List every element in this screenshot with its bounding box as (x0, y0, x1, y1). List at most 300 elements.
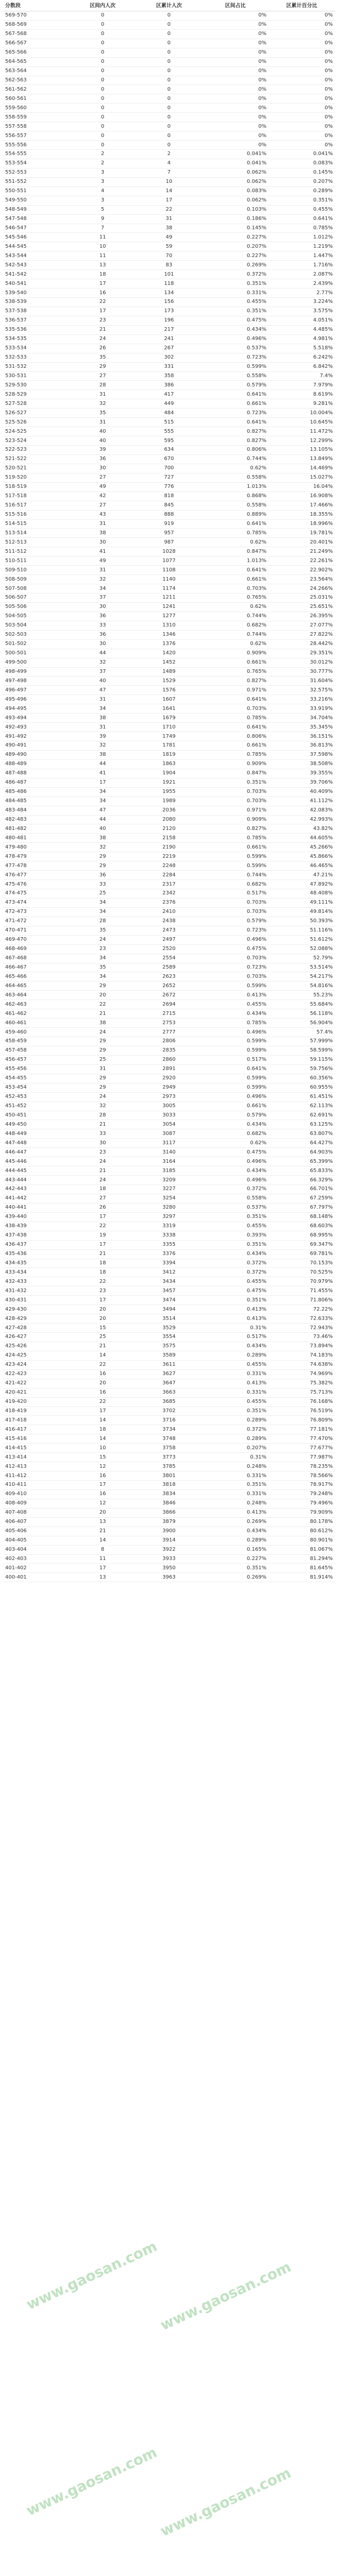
cumulative-percent-cell: 66.701% (310, 1186, 333, 1192)
interval-percent-cell: 0.475% (247, 1149, 267, 1155)
cumulative-percent-cell: 36.813% (310, 742, 333, 749)
score-range-cell: 467-468 (5, 955, 27, 961)
cumulative-count-cell: 3185 (162, 1167, 176, 1174)
interval-count-cell: 21 (99, 1121, 106, 1127)
cumulative-count-cell: 1749 (162, 733, 176, 739)
interval-count-cell: 27 (99, 372, 106, 379)
cumulative-count-cell: 2777 (162, 1029, 176, 1035)
score-range-cell: 443-444 (5, 1177, 27, 1183)
cumulative-percent-cell: 62.691% (310, 1112, 333, 1118)
interval-percent-cell: 0.641% (247, 391, 267, 397)
cumulative-count-cell: 59 (165, 243, 173, 249)
interval-count-cell: 41 (99, 548, 106, 554)
cumulative-count-cell: 1607 (162, 696, 176, 702)
score-range-cell: 513-514 (5, 530, 27, 536)
interval-count-cell: 37 (99, 668, 106, 674)
cumulative-count-cell: 386 (164, 382, 174, 388)
cumulative-count-cell: 2891 (162, 1066, 176, 1072)
score-range-cell: 569-570 (5, 12, 27, 19)
cumulative-count-cell: 2520 (162, 946, 176, 952)
interval-count-cell: 12 (99, 1463, 106, 1469)
score-range-cell: 425-426 (5, 1343, 27, 1349)
interval-percent-cell: 0.351% (247, 1408, 267, 1414)
interval-count-cell: 44 (99, 650, 106, 656)
interval-percent-cell: 0.599% (247, 853, 267, 859)
score-range-cell: 488-489 (5, 761, 27, 767)
interval-count-cell: 17 (99, 1408, 106, 1414)
interval-percent-cell: 0.248% (247, 1463, 267, 1469)
interval-percent-cell: 0.434% (247, 1121, 267, 1127)
cumulative-percent-cell: 22.902% (310, 567, 333, 573)
cumulative-percent-cell: 39.355% (310, 770, 333, 776)
cumulative-count-cell: 1420 (162, 650, 176, 656)
score-range-cell: 568-569 (5, 22, 27, 28)
score-range-cell: 445-446 (5, 1158, 27, 1164)
table-row (3, 1517, 335, 1527)
table-row (3, 815, 335, 824)
score-range-cell: 459-460 (5, 1029, 27, 1035)
cumulative-percent-cell: 11.472% (310, 428, 333, 434)
cumulative-count-cell: 0 (167, 132, 171, 139)
interval-count-cell: 34 (99, 900, 106, 906)
interval-percent-cell: 0.971% (247, 807, 267, 814)
cumulative-count-cell: 3611 (162, 1362, 176, 1368)
interval-count-cell: 0 (101, 22, 105, 28)
table-row (3, 686, 335, 695)
score-range-cell: 432-433 (5, 1278, 27, 1284)
table-row (3, 1573, 335, 1582)
table-row (3, 1268, 335, 1277)
cumulative-percent-cell: 56.118% (310, 1010, 333, 1016)
score-range-cell: 515-516 (5, 512, 27, 518)
cumulative-percent-cell: 64.427% (310, 1140, 333, 1146)
cumulative-count-cell: 3355 (162, 1242, 176, 1248)
interval-percent-cell: 0.227% (247, 234, 267, 240)
cumulative-count-cell: 2694 (162, 1001, 176, 1007)
score-range-cell: 485-486 (5, 789, 27, 795)
interval-count-cell: 25 (99, 1057, 106, 1063)
table-row (3, 233, 335, 242)
interval-percent-cell: 0.827% (247, 677, 267, 684)
interval-percent-cell: 0.62% (250, 641, 267, 647)
table-row (3, 584, 335, 594)
score-range-cell: 430-431 (5, 1297, 27, 1303)
interval-count-cell: 3 (101, 179, 105, 185)
interval-count-cell: 22 (99, 1399, 106, 1405)
table-row (3, 48, 335, 57)
score-range-cell: 484-485 (5, 798, 27, 804)
table-row (3, 168, 335, 177)
cumulative-count-cell: 3117 (162, 1140, 176, 1146)
table-row (3, 732, 335, 741)
cumulative-percent-cell: 41.112% (310, 798, 333, 804)
score-range-cell: 519-520 (5, 474, 27, 481)
cumulative-count-cell: 3394 (162, 1260, 176, 1266)
score-range-cell: 533-534 (5, 345, 27, 351)
table-row (3, 676, 335, 686)
cumulative-count-cell: 484 (164, 410, 174, 416)
cumulative-count-cell: 3950 (162, 1565, 176, 1571)
score-range-cell: 495-496 (5, 696, 27, 702)
cumulative-count-cell: 3514 (162, 1315, 176, 1321)
table-row (3, 409, 335, 418)
cumulative-percent-cell: 81.294% (310, 1555, 333, 1562)
table-row (3, 1379, 335, 1388)
interval-count-cell: 8 (101, 1547, 105, 1553)
score-range-cell: 456-457 (5, 1057, 27, 1063)
cumulative-percent-cell: 49.814% (310, 909, 333, 915)
table-row (3, 261, 335, 270)
cumulative-count-cell: 17 (165, 197, 173, 204)
cumulative-count-cell: 0 (167, 59, 171, 65)
score-range-cell: 408-409 (5, 1500, 27, 1506)
cumulative-percent-cell: 54.217% (310, 973, 333, 979)
table-row (3, 1453, 335, 1462)
cumulative-percent-cell: 63.125% (310, 1121, 333, 1127)
interval-count-cell: 10 (99, 1445, 106, 1451)
table-row (3, 935, 335, 944)
cumulative-percent-cell: 80.178% (310, 1519, 333, 1525)
cumulative-percent-cell: 42.993% (310, 816, 333, 822)
cumulative-percent-cell: 58.599% (310, 1047, 333, 1054)
cumulative-count-cell: 1641 (162, 705, 176, 711)
interval-percent-cell: 0.579% (247, 382, 267, 388)
interval-count-cell: 44 (99, 761, 106, 767)
cumulative-count-cell: 3227 (162, 1186, 176, 1192)
cumulative-percent-cell: 16.908% (310, 493, 333, 499)
table-row (3, 1397, 335, 1406)
cumulative-percent-cell: 1.447% (313, 252, 333, 259)
interval-percent-cell: 0.186% (247, 216, 267, 222)
cumulative-percent-cell: 32.575% (310, 687, 333, 693)
score-range-cell: 487-488 (5, 770, 27, 776)
table-row (3, 122, 335, 131)
interval-count-cell: 29 (99, 1047, 106, 1054)
interval-count-cell: 3 (101, 170, 105, 176)
interval-percent-cell: 0.517% (247, 890, 267, 896)
cumulative-count-cell: 3434 (162, 1278, 176, 1284)
interval-percent-cell: 0.558% (247, 1195, 267, 1201)
score-range-cell: 475-476 (5, 881, 27, 887)
cumulative-percent-cell: 57.999% (310, 1038, 333, 1044)
table-row (3, 1203, 335, 1212)
score-range-cell: 564-565 (5, 59, 27, 65)
cumulative-percent-cell: 57.4% (316, 1029, 333, 1035)
interval-percent-cell: 0.351% (247, 1482, 267, 1488)
cumulative-count-cell: 3005 (162, 1103, 176, 1109)
interval-percent-cell: 0.971% (247, 687, 267, 693)
table-row (3, 1101, 335, 1111)
cumulative-percent-cell: 65.833% (310, 1167, 333, 1174)
score-range-cell: 403-404 (5, 1547, 27, 1553)
cumulative-percent-cell: 69.347% (310, 1242, 333, 1248)
cumulative-percent-cell: 80.901% (310, 1537, 333, 1544)
score-range-cell: 501-502 (5, 641, 27, 647)
cumulative-count-cell: 1310 (162, 622, 176, 629)
table-row (3, 1481, 335, 1490)
interval-percent-cell: 0.723% (247, 927, 267, 934)
table-row (3, 861, 335, 871)
interval-percent-cell: 0.372% (247, 1260, 267, 1266)
interval-count-cell: 2 (101, 160, 105, 166)
cumulative-percent-cell: 5.518% (313, 345, 333, 351)
cumulative-count-cell: 83 (165, 262, 173, 268)
cumulative-count-cell: 241 (164, 336, 174, 342)
interval-count-cell: 34 (99, 909, 106, 915)
cumulative-count-cell: 1904 (162, 770, 176, 776)
cumulative-percent-cell: 66.329% (310, 1177, 333, 1183)
score-range-cell: 402-403 (5, 1555, 27, 1562)
table-row (3, 1508, 335, 1517)
cumulative-percent-cell: 0% (325, 22, 333, 28)
score-range-cell: 508-509 (5, 576, 27, 582)
interval-percent-cell: 0.682% (247, 881, 267, 887)
score-range-cell: 505-506 (5, 604, 27, 610)
table-row (3, 1176, 335, 1185)
score-range-cell: 440-441 (5, 1205, 27, 1211)
score-range-cell: 532-533 (5, 354, 27, 361)
interval-percent-cell: 0.413% (247, 1306, 267, 1312)
score-distribution-table (3, 2, 335, 1582)
interval-percent-cell: 0.331% (247, 1491, 267, 1497)
interval-percent-cell: 0.537% (247, 1205, 267, 1211)
table-row (3, 1046, 335, 1055)
cumulative-percent-cell: 0% (325, 49, 333, 56)
table-row (3, 141, 335, 150)
interval-percent-cell: 0.785% (247, 752, 267, 758)
interval-count-cell: 28 (99, 918, 106, 924)
score-range-cell: 528-529 (5, 391, 27, 397)
interval-percent-cell: 0.455% (247, 299, 267, 305)
cumulative-count-cell: 2410 (162, 909, 176, 915)
interval-percent-cell: 0.744% (247, 613, 267, 619)
table-row (3, 1471, 335, 1481)
cumulative-percent-cell: 4.051% (313, 317, 333, 324)
score-range-cell: 557-558 (5, 123, 27, 129)
cumulative-percent-cell: 2.087% (313, 271, 333, 277)
cumulative-percent-cell: 29.351% (310, 650, 333, 656)
interval-count-cell: 36 (99, 632, 106, 638)
table-row (3, 11, 335, 20)
cumulative-count-cell: 3254 (162, 1195, 176, 1201)
interval-count-cell: 13 (99, 262, 106, 268)
interval-count-cell: 9 (101, 216, 105, 222)
score-range-cell: 559-560 (5, 105, 27, 111)
table-row (3, 658, 335, 667)
cumulative-percent-cell: 68.995% (310, 1232, 333, 1239)
cumulative-percent-cell: 35.345% (310, 724, 333, 730)
interval-count-cell: 18 (99, 1426, 106, 1432)
table-row (3, 362, 335, 371)
cumulative-percent-cell: 74.969% (310, 1371, 333, 1377)
cumulative-count-cell: 22 (165, 207, 173, 213)
table-row (3, 594, 335, 603)
score-range-cell: 427-428 (5, 1325, 27, 1331)
table-row (3, 741, 335, 751)
interval-count-cell: 32 (99, 742, 106, 749)
interval-count-cell: 30 (99, 539, 106, 545)
table-row (3, 1536, 335, 1545)
interval-count-cell: 17 (99, 308, 106, 314)
table-row (3, 205, 335, 214)
interval-percent-cell: 0.165% (247, 1547, 267, 1553)
cumulative-percent-cell: 1.716% (313, 262, 333, 268)
score-range-cell: 549-550 (5, 197, 27, 204)
interval-percent-cell: 0.661% (247, 1103, 267, 1109)
cumulative-percent-cell: 0% (325, 12, 333, 19)
table-row (3, 834, 335, 843)
cumulative-count-cell: 1819 (162, 752, 176, 758)
cumulative-count-cell: 1077 (162, 557, 176, 564)
interval-percent-cell: 0.558% (247, 372, 267, 379)
interval-percent-cell: 0.269% (247, 262, 267, 268)
interval-count-cell: 31 (99, 520, 106, 527)
cumulative-count-cell: 3801 (162, 1472, 176, 1479)
score-range-cell: 450-451 (5, 1112, 27, 1118)
interval-percent-cell: 0.351% (247, 1297, 267, 1303)
cumulative-percent-cell: 51.612% (310, 937, 333, 943)
interval-count-cell: 35 (99, 354, 106, 361)
interval-percent-cell: 0.806% (247, 733, 267, 739)
interval-percent-cell: 0.703% (247, 973, 267, 979)
table-row (3, 353, 335, 362)
cumulative-count-cell: 2860 (162, 1057, 176, 1063)
cumulative-percent-cell: 33.919% (310, 705, 333, 711)
score-range-cell: 413-414 (5, 1454, 27, 1460)
interval-count-cell: 24 (99, 1094, 106, 1100)
table-row (3, 270, 335, 279)
table-row (3, 1425, 335, 1434)
score-range-cell: 457-458 (5, 1047, 27, 1054)
watermark-logo: www.gaosan.com (157, 2258, 294, 2334)
cumulative-percent-cell: 15.027% (310, 474, 333, 481)
interval-count-cell: 29 (99, 1075, 106, 1081)
cumulative-percent-cell: 18.355% (310, 512, 333, 518)
table-row (3, 1009, 335, 1019)
cumulative-count-cell: 3054 (162, 1121, 176, 1127)
score-range-cell: 507-508 (5, 585, 27, 591)
cumulative-count-cell: 0 (167, 123, 171, 129)
cumulative-percent-cell: 1.219% (313, 243, 333, 249)
cumulative-count-cell: 1211 (162, 595, 176, 601)
cumulative-count-cell: 2376 (162, 900, 176, 906)
interval-count-cell: 44 (99, 816, 106, 822)
table-row (3, 1527, 335, 1536)
table-row (3, 954, 335, 963)
score-range-cell: 525-526 (5, 419, 27, 425)
interval-percent-cell: 0.351% (247, 1565, 267, 1571)
watermark-logo: www.gaosan.com (157, 2464, 294, 2540)
interval-percent-cell: 0.847% (247, 548, 267, 554)
cumulative-count-cell: 2715 (162, 1010, 176, 1016)
interval-percent-cell: 0% (258, 105, 267, 111)
interval-count-cell: 35 (99, 927, 106, 934)
interval-percent-cell: 0.434% (247, 1528, 267, 1534)
cumulative-count-cell: 0 (167, 95, 171, 101)
score-range-cell: 453-454 (5, 1084, 27, 1091)
table-row (3, 196, 335, 205)
table-row (3, 639, 335, 649)
interval-count-cell: 3 (101, 197, 105, 204)
cumulative-percent-cell: 26.395% (310, 613, 333, 619)
interval-count-cell: 21 (99, 1010, 106, 1016)
table-row (3, 436, 335, 446)
table-row (3, 602, 335, 612)
cumulative-percent-cell: 64.903% (310, 1149, 333, 1155)
score-range-cell: 544-545 (5, 243, 27, 249)
interval-percent-cell: 0% (258, 68, 267, 74)
score-range-cell: 409-410 (5, 1491, 27, 1497)
score-range-cell: 565-566 (5, 49, 27, 56)
interval-percent-cell: 0.723% (247, 354, 267, 361)
score-range-cell: 504-505 (5, 613, 27, 619)
table-row (3, 1194, 335, 1203)
cumulative-percent-cell: 0.785% (313, 225, 333, 231)
table-row (3, 769, 335, 778)
interval-count-cell: 0 (101, 132, 105, 139)
cumulative-percent-cell: 81.645% (310, 1565, 333, 1571)
table-row (3, 1545, 335, 1554)
cumulative-count-cell: 0 (167, 68, 171, 74)
table-row (3, 806, 335, 815)
score-range-cell: 473-474 (5, 900, 27, 906)
interval-percent-cell: 0.372% (247, 1186, 267, 1192)
cumulative-percent-cell: 62.113% (310, 1103, 333, 1109)
score-range-cell: 566-567 (5, 40, 27, 46)
score-range-cell: 411-412 (5, 1472, 27, 1479)
interval-percent-cell: 0.413% (247, 1380, 267, 1386)
cumulative-percent-cell: 0% (325, 142, 333, 148)
table-row (3, 759, 335, 769)
cumulative-percent-cell: 68.148% (310, 1214, 333, 1220)
score-range-cell: 521-522 (5, 456, 27, 462)
cumulative-percent-cell: 76.809% (310, 1417, 333, 1423)
interval-count-cell: 21 (99, 1167, 106, 1174)
score-range-cell: 539-540 (5, 290, 27, 296)
cumulative-count-cell: 845 (164, 502, 174, 509)
interval-percent-cell: 0.641% (247, 567, 267, 573)
table-row (3, 1157, 335, 1166)
table-row (3, 150, 335, 159)
cumulative-percent-cell: 38.508% (310, 761, 333, 767)
score-range-cell: 404-405 (5, 1537, 27, 1544)
cumulative-count-cell: 3412 (162, 1269, 176, 1275)
interval-count-cell: 23 (99, 1149, 106, 1155)
table-row (3, 649, 335, 658)
cumulative-count-cell: 957 (164, 530, 174, 536)
interval-percent-cell: 0.909% (247, 650, 267, 656)
score-range-cell: 548-549 (5, 207, 27, 213)
score-range-cell: 446-447 (5, 1149, 27, 1155)
interval-count-cell: 5 (101, 207, 105, 213)
interval-percent-cell: 0.599% (247, 982, 267, 989)
score-range-cell: 554-555 (5, 151, 27, 157)
interval-count-cell: 47 (99, 687, 106, 693)
interval-count-cell: 34 (99, 789, 106, 795)
interval-count-cell: 11 (99, 234, 106, 240)
table-row (3, 381, 335, 390)
cumulative-percent-cell: 8.619% (313, 391, 333, 397)
interval-count-cell: 23 (99, 946, 106, 952)
cumulative-percent-cell: 52.79% (313, 955, 333, 961)
cumulative-count-cell: 1174 (162, 585, 176, 591)
table-row (3, 344, 335, 353)
interval-percent-cell: 0.785% (247, 530, 267, 536)
cumulative-count-cell: 0 (167, 105, 171, 111)
interval-count-cell: 34 (99, 705, 106, 711)
table-row (3, 714, 335, 723)
cumulative-count-cell: 727 (164, 474, 174, 481)
